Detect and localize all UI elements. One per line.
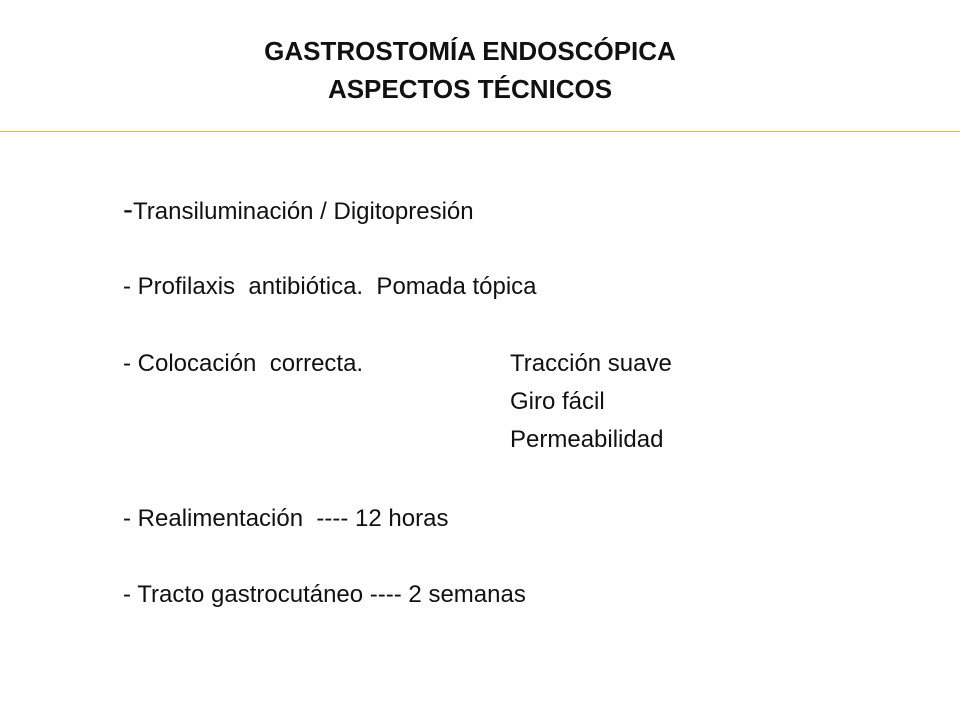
sub-item-giro: Giro fácil: [510, 388, 605, 415]
title-line-2: ASPECTOS TÉCNICOS: [327, 74, 613, 104]
bullet-realimentacion: - Realimentación ---- 12 horas: [123, 505, 449, 532]
slide-title: [0, 32, 940, 108]
sub-item-traccion: Tracción suave: [510, 350, 672, 377]
bullet-tracto: - Tracto gastrocutáneo ---- 2 semanas: [123, 581, 526, 608]
bullet-colocacion: - Colocación correcta.: [123, 350, 364, 377]
bullet-transiluminacion: [123, 195, 474, 227]
title-line-1: GASTROSTOMÍA ENDOSCÓPICA: [264, 36, 676, 66]
title-divider: [0, 131, 960, 132]
bullet-dash: -: [123, 193, 133, 226]
bullet-profilaxis: - Profilaxis antibiótica. Pomada tópica: [123, 273, 537, 300]
sub-item-permeabilidad: Permeabilidad: [510, 426, 664, 453]
bullet-text: Transiluminación / Digitopresión: [133, 198, 474, 225]
